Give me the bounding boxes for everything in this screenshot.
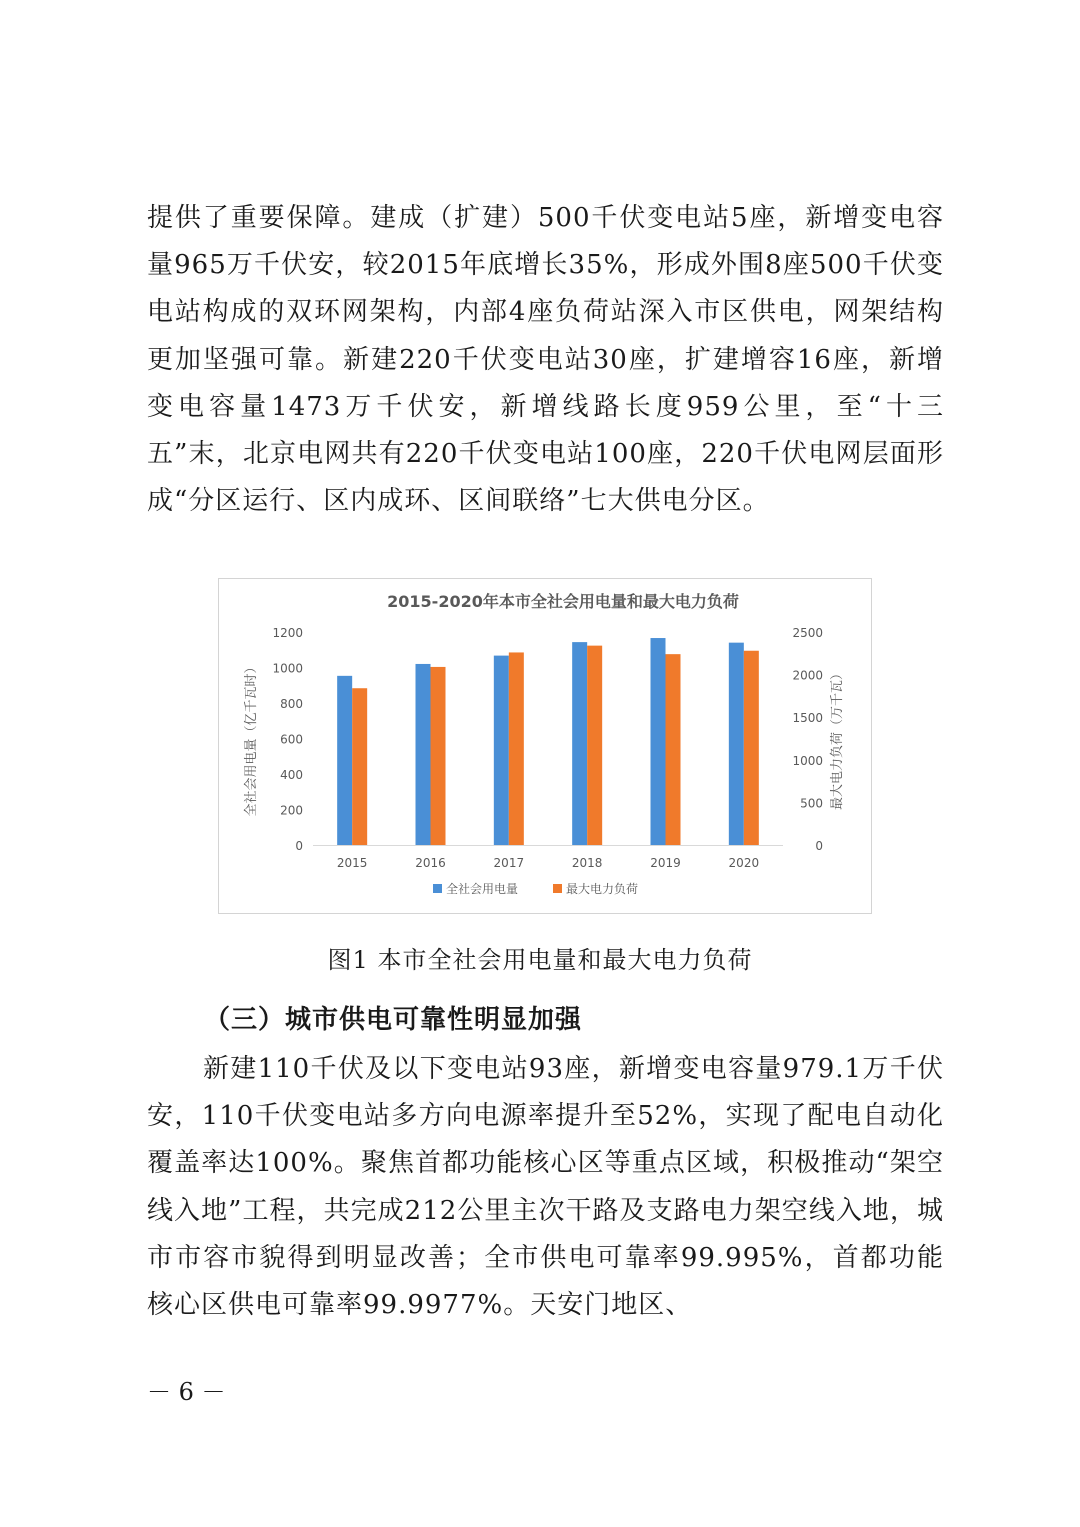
body-paragraph-1: 提供了重要保障。建成（扩建）500千伏变电站5座，新增变电容量965万千伏安，较2015年底增长35%，形成外围8座500千伏变电站构成的双环网架构，内部4座负荷站深入市区供电，网架结构更加坚强可靠。新建220千伏变电站30座，扩建增容16座，新增变电容量1473万千伏安，新增线路长度959公里，至“十三五”末，北京电网共有220千伏变电站100座，220千伏电网层面形成“分区运行、区内成环、区间联络”七大供电分区。 [147,203,944,517]
y-tick-label-5: 1000 [272,661,303,676]
x-tick-label-2017: 2017 [493,856,525,870]
chart-figure [218,578,872,914]
x-tick-label-2016: 2016 [415,856,446,870]
y2-tick-label-0: 0 [815,839,823,853]
y-tick-label-3: 600 [280,732,303,747]
x-tick-label-2015: 2015 [336,856,368,870]
y-tick-label-0: 0 [295,839,303,853]
x-tick-label-2019: 2019 [650,856,681,870]
legend-label-1: 最大电力负荷 [566,882,639,896]
x-tick-label-2020: 2020 [728,856,760,870]
y2-tick-label-4: 2000 [792,668,823,683]
bar-electricity-2018 [572,642,587,845]
bar-electricity-2019 [651,638,666,845]
y2-tick-label-5: 2500 [792,626,823,640]
section-heading: （三）城市供电可靠性明显加强 [204,1005,583,1035]
bar-electricity-2020 [729,643,744,845]
bar-load-2019 [666,654,681,845]
y2-tick-label-3: 1500 [792,711,823,726]
y2-tick-label-2: 1000 [792,753,823,768]
body-paragraph-2: 新建110千伏及以下变电站93座，新增变电容量979.1万千伏安，110千伏变电站多方向电源率提升至52%，实现了配电自动化覆盖率达100%。聚焦首都功能核心区等重点区域，积极推动“架空线入地”工程，共完成212公里主次干路及支路电力架空线入地，城市市容市貌得到明显改善；全市供电可靠率99.995%，首都功能核心区供电可靠率99.9977%。天安门地区、 [147,1054,944,1321]
y-tick-label-6: 1200 [272,626,303,640]
legend-swatch-1 [553,884,562,893]
legend-label-0: 全社会用电量 [446,882,519,896]
bar-electricity-2016 [416,664,431,845]
bar-electricity-2015 [337,676,352,845]
legend-swatch-0 [433,884,442,893]
bar-load-2016 [431,667,446,845]
x-tick-label-2018: 2018 [571,856,603,870]
y2-axis-label: 最大电力负荷（万千瓦） [830,666,845,811]
bar-load-2015 [352,688,367,845]
chart-title: 2015-2020年本市全社会用电量和最大电力负荷 [387,592,739,611]
figure-caption: 图1 本市全社会用电量和最大电力负荷 [327,946,753,974]
y-tick-label-1: 200 [280,803,303,818]
y2-tick-label-1: 500 [800,796,823,811]
y-axis-label: 全社会用电量（亿千瓦时） [244,660,259,817]
y-tick-label-2: 400 [280,768,303,782]
bar-load-2017 [509,652,524,845]
y-tick-label-4: 800 [280,697,303,711]
bar-electricity-2017 [494,656,509,845]
bar-load-2018 [587,646,602,845]
bar-load-2020 [744,651,759,845]
page-number: － 6 － [147,1378,226,1406]
chart-svg [219,579,871,913]
